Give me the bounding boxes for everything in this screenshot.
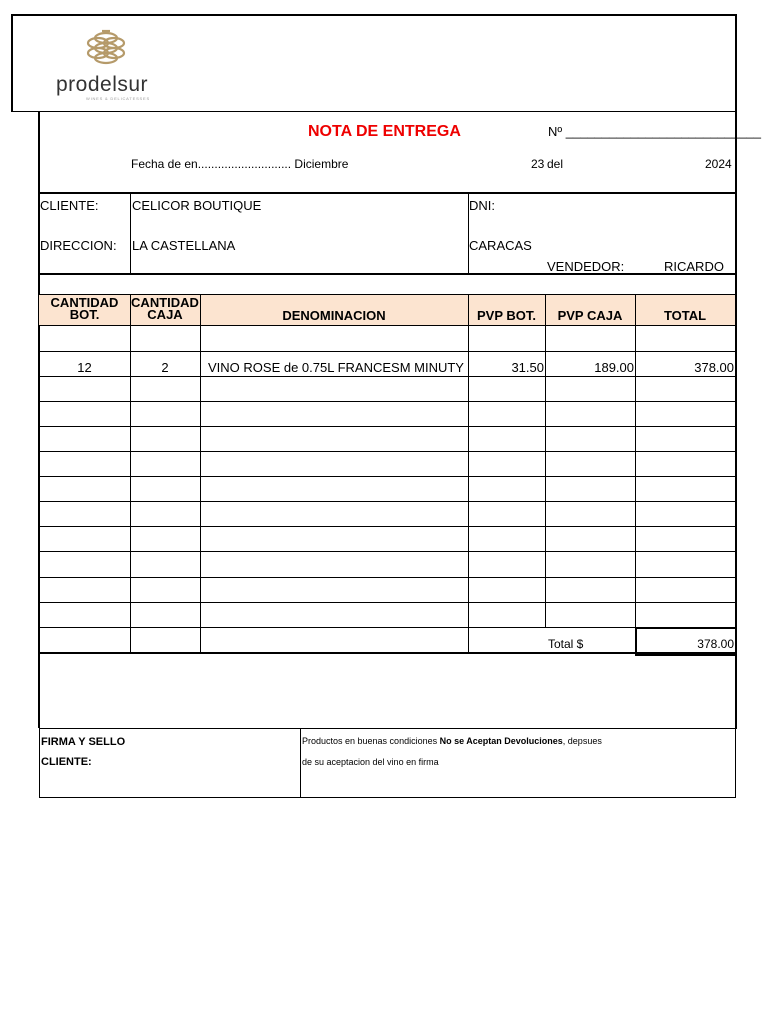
direccion-value: LA CASTELLANA	[132, 238, 236, 253]
fecha-year: 2024	[705, 157, 732, 171]
cell-total: 378.00	[694, 360, 734, 375]
cliente-value: CELICOR BOUTIQUE	[132, 198, 262, 213]
header-cantidad-bot: CANTIDAD BOT.	[50, 295, 119, 322]
document-title: NOTA DE ENTREGA	[308, 123, 461, 140]
fecha-label: Fecha de en............................ Diciembre	[131, 157, 349, 171]
header-total: TOTAL	[663, 308, 707, 323]
vendedor-value: RICARDO	[664, 259, 724, 274]
condiciones-text-line2: de su aceptacion del vino en firma	[302, 757, 439, 767]
cell-pvp-caja: 189.00	[594, 360, 634, 375]
cell-pvp-bot: 31.50	[511, 360, 544, 375]
condiciones-text: Productos en buenas condiciones No se Aceptan Devoluciones, depsues	[302, 736, 602, 746]
dni-label: DNI:	[469, 198, 495, 213]
cell-cantidad-bot: 12	[77, 360, 92, 375]
cell-cantidad-caja: 2	[161, 360, 169, 375]
logo-wordmark: prodelsur	[56, 73, 149, 96]
direccion-label: DIRECCION:	[40, 238, 117, 253]
header-denominacion: DENOMINACION	[282, 308, 386, 323]
total-label: Total $	[548, 637, 584, 651]
total-value: 378.00	[697, 637, 734, 651]
header-pvp-bot: PVP BOT.	[476, 308, 536, 323]
cliente-label: CLIENTE:	[40, 198, 99, 213]
logo	[50, 24, 180, 108]
cell-denominacion: VINO ROSE de 0.75L FRANCESM MINUTY	[208, 360, 464, 375]
vendedor-label: VENDEDOR:	[547, 259, 625, 274]
fecha-day: 23	[531, 157, 545, 171]
cliente-firma-label: CLIENTE:	[41, 756, 92, 768]
numero-field: Nº ___________________________	[548, 124, 761, 139]
logo-tagline: WINES & DELICATESSES	[86, 96, 150, 101]
fecha-del: del	[547, 157, 564, 171]
header-cantidad-caja: CANTIDAD CAJA	[131, 295, 199, 322]
firma-label: FIRMA Y SELLO	[41, 736, 126, 748]
logo-emblem-icon	[50, 24, 180, 76]
ciudad-value: CARACAS	[469, 238, 532, 253]
header-pvp-caja: PVP CAJA	[557, 308, 623, 323]
